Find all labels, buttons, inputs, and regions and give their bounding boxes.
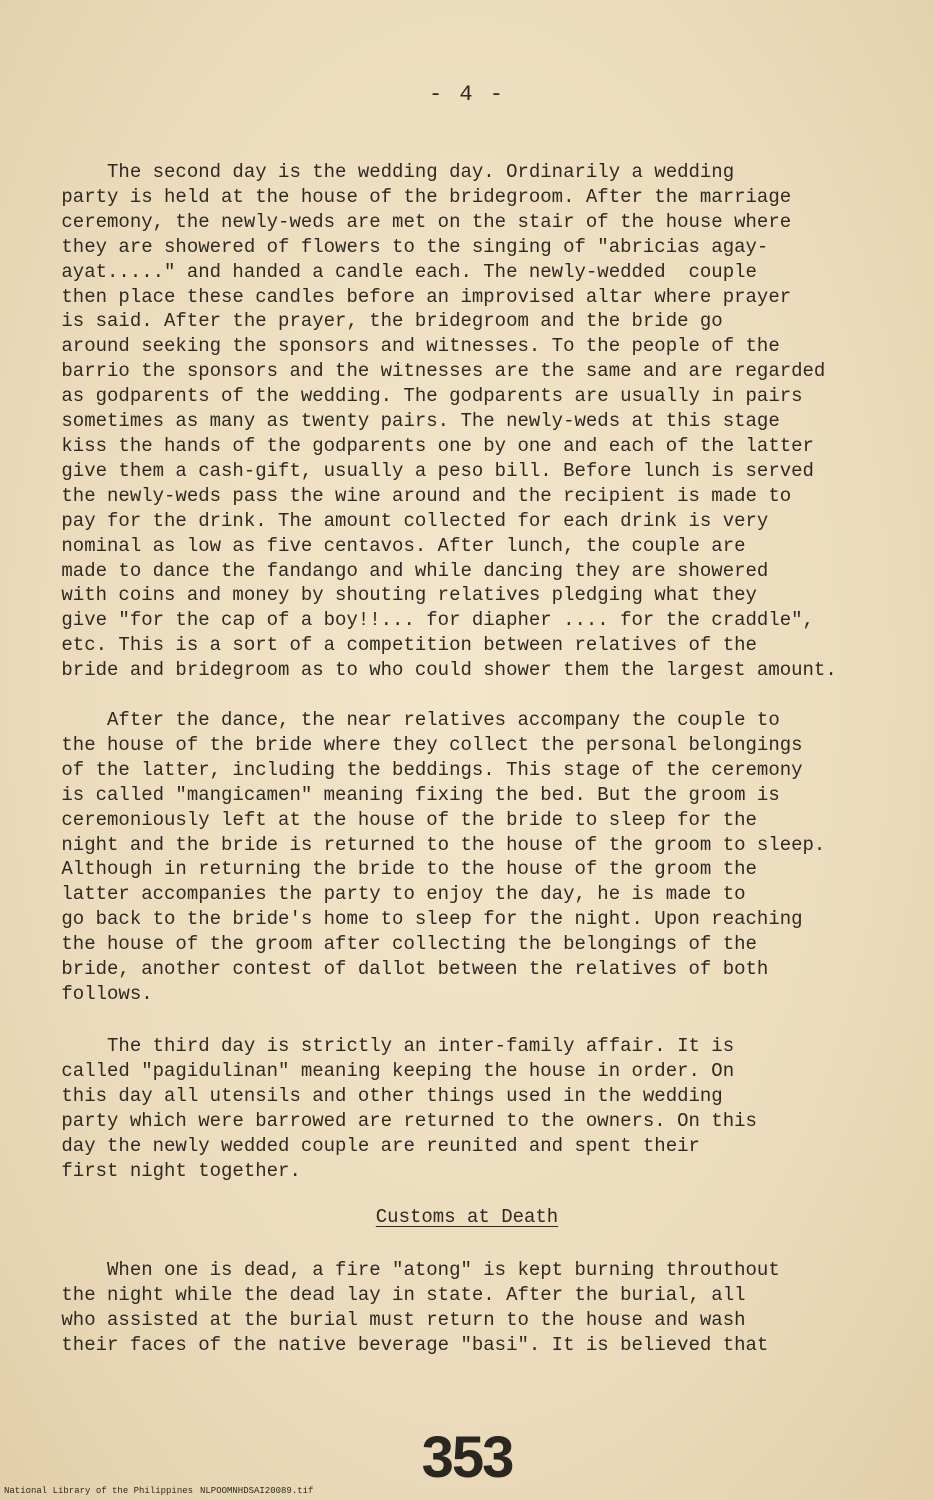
paragraph-customs-at-death: When one is dead, a fire "atong" is kept burning throuthout the night while the dead lay in state. After the burial, all who assisted at the burial must return to the house and wash their faces of the native beverage "basi". It is believed that xyxy=(61,1259,780,1356)
handwritten-page-stamp: 353 xyxy=(421,1425,513,1490)
paragraph-after-dance: After the dance, the near relatives accompany the couple to the house of the bride where they collect the personal belongings of the latter, including the beddings. This stage of the ceremony is called "mangicamen" meaning fixing the bed. But the groom is ceremoniously left at the house of the bride to sleep for the night and the bride is returned to the house of the groom to sleep. Although in returning the bride to the house of the groom the latter accompanies the party to enjoy the day, he is made to go back to the bride's home to sleep for the night. Upon reaching the house of the groom after collecting the belongings of the bride, another contest of dallot between the relatives of both follows. xyxy=(61,709,826,1005)
paragraph-wedding-day: The second day is the wedding day. Ordinarily a wedding party is held at the house of the bridegroom. After the marriage ceremony, the newly-weds are met on the stair of the house where they are showered of flowers to the singing of "abricias agay- ayat....." and handed a candle each. The newly-wedded couple then place these candles before an improvised altar where prayer is said. After the prayer, the bridegroom and the bride go around seeking the sponsors and witnesses. To the people of the barrio the sponsors and the witnesses are the same and are regarded as godparents of the wedding. The godparents are usually in pairs sometimes as many as twenty pairs. The newly-weds at this stage kiss the hands of the godparents one by one and each of the latter give them a cash-gift, usually a peso bill. Before lunch is served the newly-weds pass the wine around and the recipient is made to pay for the drink. The amount collected for each drink is very nominal as low as five centavos. After lunch, the couple are made to dance the fandango and while dancing they are showered with coins and money by shouting relatives pledging what they give "for the cap of a boy!!... for diapher .... for the craddle", etc. This is a sort of a competition between relatives of the bride and bridegroom as to who could shower them the largest amount. xyxy=(61,161,837,682)
page-number: - 4 - xyxy=(428,82,505,107)
footer-file-id: NLPOOMNHDSAI20089.tif xyxy=(200,1486,314,1496)
footer-library-name: National Library of the Philippines xyxy=(4,1486,194,1496)
paragraph-third-day: The third day is strictly an inter-family affair. It is called "pagidulinan" meaning keeping the house in order. On this day all utensils and other things used in the wedding party which were barrowed are returned to the owners. On this day the newly wedded couple are reunited and spent their first night together. xyxy=(61,1035,757,1182)
section-heading: Customs at Death xyxy=(375,1206,559,1228)
